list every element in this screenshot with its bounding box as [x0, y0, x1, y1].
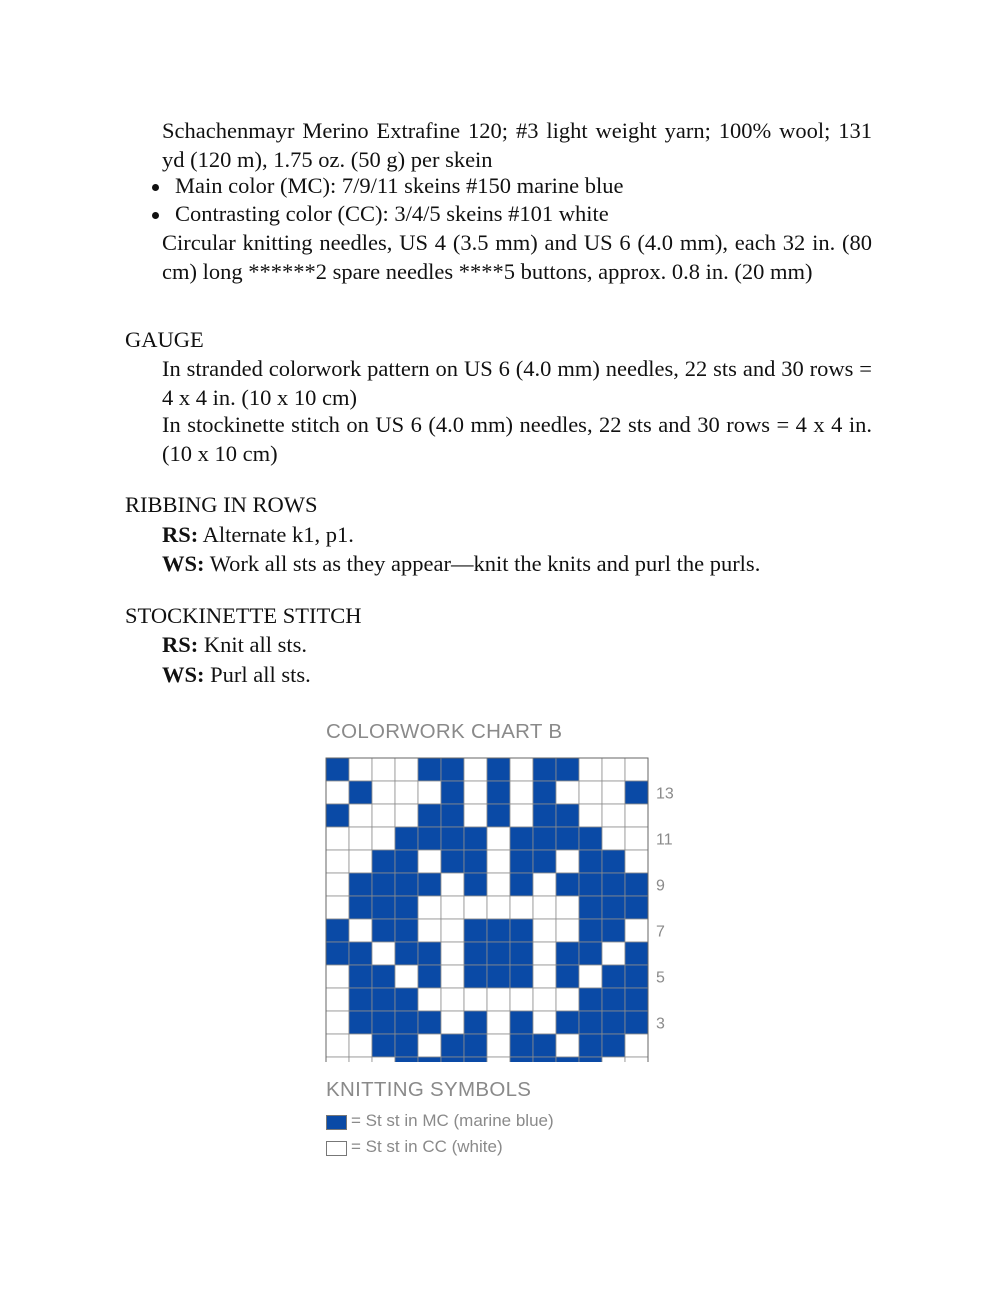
- chart-cell-mc: [441, 827, 464, 850]
- ws-label: WS:: [162, 662, 205, 687]
- chart-cell-cc: [326, 988, 349, 1011]
- chart-cell-cc: [602, 758, 625, 781]
- chart-cell-mc: [441, 804, 464, 827]
- chart-cell-cc: [441, 942, 464, 965]
- chart-cell-cc: [372, 827, 395, 850]
- ribbing-rs-text: Alternate k1, p1.: [202, 522, 354, 547]
- chart-cell-mc: [372, 1011, 395, 1034]
- chart-cell-mc: [625, 965, 648, 988]
- chart-cell-mc: [349, 988, 372, 1011]
- chart-cell-mc: [418, 965, 441, 988]
- chart-cell-cc: [418, 781, 441, 804]
- chart-cell-mc: [441, 781, 464, 804]
- chart-cell-mc: [533, 781, 556, 804]
- chart-cell-cc: [533, 942, 556, 965]
- chart-cell-cc: [395, 758, 418, 781]
- chart-cell-mc: [556, 965, 579, 988]
- chart-cell-mc: [464, 1034, 487, 1057]
- chart-cell-mc: [441, 758, 464, 781]
- chart-cell-mc: [556, 804, 579, 827]
- chart-cell-mc: [556, 873, 579, 896]
- chart-cell-mc: [487, 804, 510, 827]
- chart-cell-cc: [533, 873, 556, 896]
- chart-cell-mc: [625, 873, 648, 896]
- chart-cell-mc: [510, 919, 533, 942]
- chart-cell-cc: [372, 758, 395, 781]
- stockinette-ws: [162, 662, 311, 688]
- row-label: 13: [656, 785, 674, 803]
- chart-cell-cc: [602, 942, 625, 965]
- chart-cell-cc: [349, 1034, 372, 1057]
- gauge-heading: GAUGE: [125, 327, 204, 352]
- chart-cell-cc: [625, 1057, 648, 1062]
- chart-cell-cc: [487, 827, 510, 850]
- chart-cell-cc: [349, 919, 372, 942]
- chart-cell-mc: [395, 873, 418, 896]
- chart-cell-mc: [372, 896, 395, 919]
- chart-cell-cc: [579, 758, 602, 781]
- stockinette-ws-text: Purl all sts.: [210, 662, 311, 687]
- row-label: [656, 1062, 665, 1063]
- chart-cell-cc: [326, 827, 349, 850]
- chart-cell-mc: [441, 1034, 464, 1057]
- chart-cell-cc: [556, 919, 579, 942]
- chart-cell-cc: [533, 896, 556, 919]
- chart-cell-cc: [602, 827, 625, 850]
- chart-cell-mc: [625, 781, 648, 804]
- chart-cell-mc: [602, 873, 625, 896]
- contrast-color-item: Contrasting color (CC): 3/4/5 skeins #101 white: [175, 201, 609, 226]
- row-label: 11: [656, 831, 673, 849]
- chart-cell-mc: [326, 942, 349, 965]
- chart-cell-cc: [418, 850, 441, 873]
- chart-cell-mc: [487, 942, 510, 965]
- chart-cell-mc: [533, 850, 556, 873]
- chart-title: COLORWORK CHART B: [326, 720, 563, 743]
- chart-cell-mc: [418, 1057, 441, 1062]
- chart-cell-mc: [349, 942, 372, 965]
- chart-cell-mc: [418, 1011, 441, 1034]
- chart-cell-mc: [395, 919, 418, 942]
- chart-cell-mc: [602, 1034, 625, 1057]
- chart-cell-cc: [556, 781, 579, 804]
- rs-label: RS:: [162, 522, 199, 547]
- chart-cell-cc: [441, 988, 464, 1011]
- chart-cell-cc: [625, 827, 648, 850]
- chart-cell-mc: [579, 1034, 602, 1057]
- chart-cell-mc: [395, 896, 418, 919]
- chart-cell-mc: [510, 827, 533, 850]
- chart-cell-mc: [625, 896, 648, 919]
- chart-cell-cc: [602, 1057, 625, 1062]
- chart-cell-cc: [441, 1011, 464, 1034]
- chart-cell-cc: [418, 988, 441, 1011]
- chart-cell-cc: [510, 896, 533, 919]
- chart-cell-mc: [418, 942, 441, 965]
- chart-cell-mc: [464, 942, 487, 965]
- chart-cell-cc: [372, 781, 395, 804]
- chart-cell-mc: [326, 758, 349, 781]
- chart-cell-mc: [579, 988, 602, 1011]
- chart-cell-mc: [556, 827, 579, 850]
- chart-cell-mc: [533, 1057, 556, 1062]
- chart-cell-mc: [579, 919, 602, 942]
- chart-cell-cc: [510, 804, 533, 827]
- bullet-icon: [152, 212, 159, 219]
- chart-cell-mc: [510, 942, 533, 965]
- chart-cell-mc: [464, 1057, 487, 1062]
- chart-cell-mc: [510, 1057, 533, 1062]
- chart-cell-cc: [625, 1034, 648, 1057]
- chart-cell-mc: [579, 827, 602, 850]
- row-label: 7: [656, 923, 665, 941]
- chart-cell-cc: [625, 919, 648, 942]
- chart-cell-mc: [372, 850, 395, 873]
- chart-cell-mc: [510, 965, 533, 988]
- yarn-description: Schachenmayr Merino Extrafine 120; #3 light weight yarn; 100% wool; 131 yd (120 m), 1.75 oz. (50 g) per skein: [162, 118, 872, 172]
- chart-cell-mc: [602, 988, 625, 1011]
- chart-cell-cc: [556, 1034, 579, 1057]
- chart-cell-mc: [349, 873, 372, 896]
- chart-cell-mc: [349, 896, 372, 919]
- chart-cell-cc: [395, 781, 418, 804]
- chart-cell-cc: [326, 1011, 349, 1034]
- chart-cell-mc: [602, 965, 625, 988]
- chart-cell-cc: [349, 850, 372, 873]
- chart-cell-mc: [533, 758, 556, 781]
- chart-cell-cc: [326, 850, 349, 873]
- chart-cell-mc: [533, 804, 556, 827]
- chart-cell-cc: [395, 965, 418, 988]
- row-label: 3: [656, 1015, 665, 1033]
- chart-cell-mc: [395, 1011, 418, 1034]
- chart-cell-cc: [510, 781, 533, 804]
- chart-cell-cc: [349, 758, 372, 781]
- chart-cell-cc: [372, 804, 395, 827]
- mc-swatch: [326, 1115, 347, 1130]
- chart-cell-mc: [579, 896, 602, 919]
- main-color-item: Main color (MC): 7/9/11 skeins #150 marine blue: [175, 173, 624, 198]
- ribbing-ws-text: Work all sts as they appear—knit the knits and purl the purls.: [209, 551, 761, 576]
- chart-cell-mc: [349, 965, 372, 988]
- chart-cell-mc: [395, 850, 418, 873]
- chart-cell-cc: [464, 988, 487, 1011]
- chart-cell-cc: [533, 1011, 556, 1034]
- chart-cell-cc: [625, 804, 648, 827]
- chart-cell-mc: [441, 1057, 464, 1062]
- chart-cell-cc: [487, 850, 510, 873]
- chart-cell-cc: [464, 896, 487, 919]
- chart-cell-cc: [349, 827, 372, 850]
- chart-cell-mc: [464, 965, 487, 988]
- stockinette-heading: STOCKINETTE STITCH: [125, 603, 362, 628]
- chart-cell-cc: [441, 896, 464, 919]
- chart-cell-mc: [464, 1011, 487, 1034]
- chart-cell-mc: [487, 758, 510, 781]
- chart-cell-mc: [418, 758, 441, 781]
- chart-cell-cc: [602, 804, 625, 827]
- cc-swatch: [326, 1141, 347, 1156]
- chart-cell-mc: [326, 804, 349, 827]
- chart-cell-mc: [533, 827, 556, 850]
- chart-cell-cc: [372, 1057, 395, 1062]
- chart-cell-cc: [556, 850, 579, 873]
- chart-cell-mc: [625, 1011, 648, 1034]
- chart-cell-mc: [349, 1011, 372, 1034]
- chart-cell-cc: [326, 873, 349, 896]
- chart-cell-mc: [372, 988, 395, 1011]
- chart-cell-mc: [556, 758, 579, 781]
- chart-cell-cc: [464, 781, 487, 804]
- chart-cell-mc: [418, 827, 441, 850]
- chart-cell-mc: [579, 942, 602, 965]
- chart-cell-mc: [533, 1034, 556, 1057]
- chart-cell-mc: [487, 781, 510, 804]
- chart-cell-mc: [556, 1011, 579, 1034]
- chart-cell-mc: [464, 827, 487, 850]
- chart-cell-cc: [579, 804, 602, 827]
- chart-cell-mc: [510, 1034, 533, 1057]
- chart-cell-mc: [441, 850, 464, 873]
- chart-cell-mc: [372, 1034, 395, 1057]
- chart-cell-cc: [625, 758, 648, 781]
- chart-cell-mc: [464, 919, 487, 942]
- gauge-stockinette: In stockinette stitch on US 6 (4.0 mm) needles, 22 sts and 30 rows = 4 x 4 in. (10 x 10 cm): [162, 412, 872, 466]
- chart-cell-cc: [510, 758, 533, 781]
- chart-cell-mc: [625, 988, 648, 1011]
- needles-description: Circular knitting needles, US 4 (3.5 mm) and US 6 (4.0 mm), each 32 in. (80 cm) long ******2 spare needles ****5 buttons, approx. 0.8 in. (20 mm): [162, 230, 872, 284]
- chart-cell-cc: [326, 965, 349, 988]
- chart-cell-mc: [579, 1011, 602, 1034]
- chart-cell-cc: [372, 942, 395, 965]
- chart-cell-cc: [464, 758, 487, 781]
- chart-cell-cc: [441, 965, 464, 988]
- ws-label: WS:: [162, 551, 205, 576]
- chart-cell-mc: [464, 850, 487, 873]
- chart-cell-cc: [326, 1057, 349, 1062]
- chart-cell-mc: [556, 1057, 579, 1062]
- chart-cell-cc: [487, 896, 510, 919]
- chart-cell-mc: [510, 850, 533, 873]
- chart-cell-mc: [487, 965, 510, 988]
- chart-cell-cc: [510, 988, 533, 1011]
- chart-cell-mc: [418, 804, 441, 827]
- chart-cell-mc: [602, 850, 625, 873]
- colorwork-chart: [320, 752, 700, 1062]
- chart-cell-cc: [418, 919, 441, 942]
- chart-cell-cc: [602, 781, 625, 804]
- chart-cell-cc: [533, 988, 556, 1011]
- symbols-title: KNITTING SYMBOLS: [326, 1078, 532, 1101]
- chart-cell-mc: [464, 873, 487, 896]
- chart-cell-cc: [418, 896, 441, 919]
- chart-cell-mc: [326, 919, 349, 942]
- chart-cell-cc: [487, 1011, 510, 1034]
- chart-cell-cc: [326, 896, 349, 919]
- chart-cell-mc: [372, 965, 395, 988]
- chart-cell-mc: [372, 873, 395, 896]
- chart-cell-mc: [602, 919, 625, 942]
- chart-cell-mc: [349, 781, 372, 804]
- chart-cell-cc: [349, 804, 372, 827]
- chart-cell-cc: [464, 804, 487, 827]
- legend-label-cc: = St st in CC (white): [351, 1137, 503, 1156]
- chart-cell-cc: [487, 873, 510, 896]
- stockinette-rs: [162, 632, 307, 658]
- chart-cell-mc: [579, 850, 602, 873]
- chart-cell-cc: [349, 1057, 372, 1062]
- gauge-colorwork: In stranded colorwork pattern on US 6 (4.0 mm) needles, 22 sts and 30 rows = 4 x 4 in. (10 x 10 cm): [162, 356, 872, 410]
- chart-cell-cc: [533, 965, 556, 988]
- chart-cell-cc: [326, 1034, 349, 1057]
- ribbing-rs: [162, 522, 354, 548]
- chart-cell-cc: [579, 781, 602, 804]
- chart-cell-mc: [372, 919, 395, 942]
- chart-cell-cc: [533, 919, 556, 942]
- rs-label: RS:: [162, 632, 199, 657]
- chart-cell-cc: [487, 988, 510, 1011]
- stockinette-rs-text: Knit all sts.: [203, 632, 308, 657]
- chart-cell-cc: [625, 850, 648, 873]
- bullet-icon: [152, 184, 159, 191]
- chart-cell-mc: [510, 873, 533, 896]
- chart-cell-cc: [441, 873, 464, 896]
- chart-cell-mc: [395, 942, 418, 965]
- legend-label-mc: = St st in MC (marine blue): [351, 1111, 554, 1130]
- chart-cell-mc: [556, 942, 579, 965]
- chart-cell-cc: [556, 988, 579, 1011]
- chart-cell-cc: [579, 965, 602, 988]
- chart-cell-cc: [487, 1034, 510, 1057]
- chart-cell-cc: [326, 781, 349, 804]
- chart-cell-mc: [395, 827, 418, 850]
- chart-cell-mc: [487, 919, 510, 942]
- chart-cell-mc: [625, 942, 648, 965]
- chart-cell-cc: [556, 896, 579, 919]
- chart-cell-mc: [579, 873, 602, 896]
- chart-cell-mc: [395, 988, 418, 1011]
- chart-cell-mc: [510, 1011, 533, 1034]
- chart-cell-cc: [441, 919, 464, 942]
- row-label: 5: [656, 969, 665, 987]
- chart-cell-mc: [579, 1057, 602, 1062]
- chart-cell-cc: [418, 1034, 441, 1057]
- chart-cell-mc: [418, 873, 441, 896]
- chart-cell-mc: [602, 896, 625, 919]
- chart-cell-mc: [602, 1011, 625, 1034]
- chart-cell-mc: [395, 1057, 418, 1062]
- ribbing-ws: [162, 551, 760, 577]
- row-label: 9: [656, 877, 665, 895]
- chart-cell-cc: [487, 1057, 510, 1062]
- chart-cell-cc: [395, 804, 418, 827]
- chart-cell-mc: [395, 1034, 418, 1057]
- ribbing-heading: RIBBING IN ROWS: [125, 492, 318, 517]
